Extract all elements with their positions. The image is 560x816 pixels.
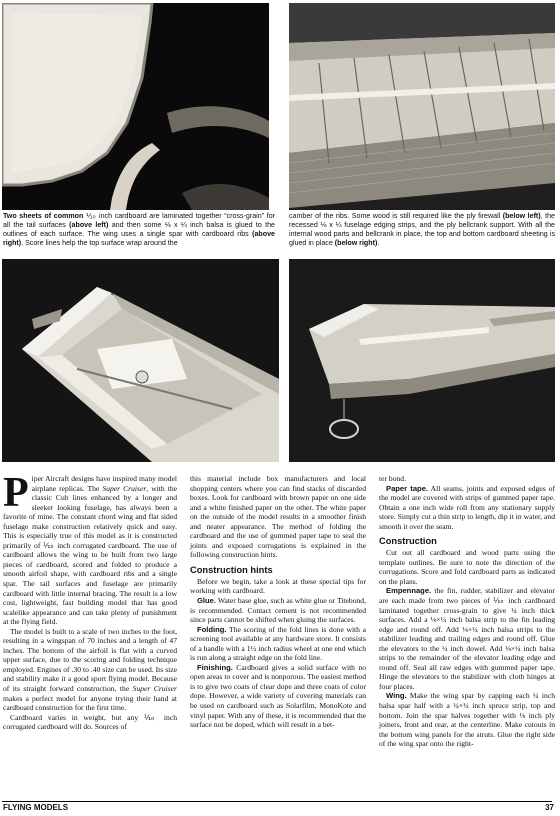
paper-tape-text: All seams, joints and exposed edges of the model are covered with strips of gummed paper tape. Obtain a one inch wide roll from any stationary supply store. Simply cut a thin strip to length, dip it in water, and smooth it over the seam. [379,483,555,531]
article-paragraph-cutout: Cut out all cardboard and wood parts using the template outlines. Be sure to note the direction of the corrugations. Score and fold cardboard parts as indicated on the plans. [379,548,555,586]
article-column-2 [190,474,366,730]
scale-text-title: Super Cruiser [132,684,177,694]
article-paragraph-wing [379,691,555,748]
heading-construction-hints: Construction hints [190,564,273,575]
caption-top-left-text3: . Score lines help the top surface wrap around the [21,239,178,248]
photo-wing-ribs-image [289,3,555,210]
article-paragraph-tips: Before we begin, take a look at these special tips for working with cardboard. [190,576,366,596]
article-paragraph-cardboard: Cardboard varies in weight, but any ⅒ inch corrugated cardboard will do. Sources of [3,712,177,732]
photo-tail-surfaces-image [2,3,269,210]
intro-text-a: iper Aircraft designs have inspired many model airplane replicas. The [31,474,177,493]
caption-top-left [3,212,275,248]
folding-lead: Folding. [197,624,227,634]
photo-tail-surfaces [2,3,269,210]
caption-top-right-ref1: (below left) [502,212,541,220]
caption-top-left-ref1: (above left) [69,221,109,230]
article-paragraph-glue [190,596,366,625]
scale-text-a: The model is built to a scale of two inches to the foot, resulting in a wingspan of 70 inches and a length of 47 inches. The bottom of the airfoil is flat with a curved upper surface, due to the scoring and folding technique employed. Engines of .30 to .40 size can be used. Its size and stability make it a good sport flying model. Because of its straight forward construction, the [3,626,177,694]
folding-text: The scoring of the fold lines is done with a screening tool available at any hardware store. It consists of a handle with a 1½ inch radius wheel at one end which is run along a straight edge on the fold line. [190,624,366,663]
scale-text-b: makes a perfect model for anyone trying their hand at cardboard construction for the first time. [3,693,177,713]
photo-fuselage-interior-image [2,259,279,462]
article-intro-paragraph [3,470,178,627]
caption-top-right-text: camber of the ribs. Some wood is still required like the ply firewall [289,212,503,220]
intro-text-b: , with the classic Cub lines enhanced by a longer and sleeker looking fuselage, has always been a favorite of mine. The constant chord wing and flat sided fuselage make construction relatively quick and easy. This is especially true of this model as it is constructed primarily of ⅒ inch corrugated cardboard. The use of cardboard allows the wing to be built from two large pieces of cardboard, scored and folded to produce a smooth airfoil shape, with cardboard ribs and a single spar. The tail surfaces and fuselage are primarily cardboard with little internal bracing. The result is a low cost, lightweight, fast building model that has good scalelike appearance and can take plenty of punishment at the flying field. [3,483,178,627]
caption-top-left-text2: and then some ⅛ x ¼ inch balsa is glued to the outlines of each surface. The wing uses a single spar with cardboard ribs [3,221,275,239]
photo-fuselage-interior [2,259,279,462]
article-paragraph-scale [3,627,177,713]
finishing-lead: Finishing. [197,662,233,672]
wing-text: Make the wing spar by capping each ¼ inch balsa spar half with a ¼×¼ inch spruce strip, top and bottom. Join the spar halves together with ⅛ inch ply joiners, front and rear, at the centerline. Make cutouts in the bottom wing panels for the struts. Glue the right side of the wing spar onto the right- [379,691,555,749]
glue-text: Water base glue, such as white glue or Titebond, is recommended. Contact cement is not recommended since parts cannot be shifted when gluing the surfaces. [190,596,366,625]
article-paragraph-empennage [379,586,555,691]
wing-lead: Wing. [386,691,407,701]
article-column-3 [379,474,555,749]
caption-top-left-text: ⅒ inch cardboard are laminated together “cross-grain” for all the tail surfaces [3,212,275,230]
photo-wing-ribs [289,3,555,210]
caption-top-right [289,212,555,248]
intro-text-title: Super Cruiser [102,483,147,493]
caption-top-left-ref2: (above right) [3,230,275,248]
article-paragraph-finishing [190,663,366,730]
empennage-lead: Empennage. [386,586,432,596]
drop-cap: P [3,470,29,516]
photo-fuselage-sheeted-image [289,259,555,462]
footer-rule [2,801,552,802]
photo-fuselage-sheeted [289,259,555,462]
empennage-text: the fin, rudder, stabilizer and elevator are each made from two pieces of ⅒ inch cardboard laminated together cross-grain to give ¼ inch thick surfaces. Add a ⅛×¼ inch balsa strip to the fin leading edge and round off. Add ⅛×¼ inch balsa strips to the stabilizer leading and trailing edges and round off. Glue the elevators to the ¼ inch dowel. Add ⅛×¼ inch balsa strips to the remainder of the elevator leading edge and round off. Seal all raw edges with gummed paper tape. Hinge the elevators to the stabilizer with cloth hinges at four places. [379,586,555,691]
finishing-text: Cardboard gives a solid surface with no open areas to cover and is nonporous. The easiest method is to give two coats of clear dope and three coats of color dope. However, a wide variety of covering materials can be used on cardboard such as Solarfilm, MonoKote and vinyl paper. With any of these, it is recommended that the surface not be doped, which will result in a bet- [190,662,366,730]
caption-top-left-lead: Two sheets of common [3,212,84,220]
article-paragraph-folding [190,625,366,663]
caption-top-right-text2: , the recessed ⅛ x ¼ fuselage edging strips, and the ply bellcrank support. With all the internal wood parts and bellcrank in place, the top and bottom cardboard sheeting is glued in place [289,212,555,248]
article-paragraph-bond: ter bond. [379,474,406,483]
article-paragraph-sources: this material include box manufacturers and local shopping centers where you can find stacks of discarded boxes. Look for cardboard with brown paper on one side and a white finished paper on the other. The white paper on the outside of the model results in a smoother finish and neater appearance. The method of folding the cardboard and the use of gummed paper tape to seal the joints and exposed corrugations is explained in the following construction hints. [190,474,366,560]
glue-lead: Glue. [197,596,216,606]
caption-top-right-text3: . [377,239,380,248]
footer-page-number: 37 [545,803,554,812]
paper-tape-lead: Paper tape. [386,483,429,493]
article-column-1 [3,470,178,732]
heading-construction: Construction [379,536,437,547]
article-paragraph-paper-tape [379,484,555,532]
caption-top-right-ref2: (below right) [334,239,378,248]
footer-magazine-name: FLYING MODELS [3,803,69,812]
